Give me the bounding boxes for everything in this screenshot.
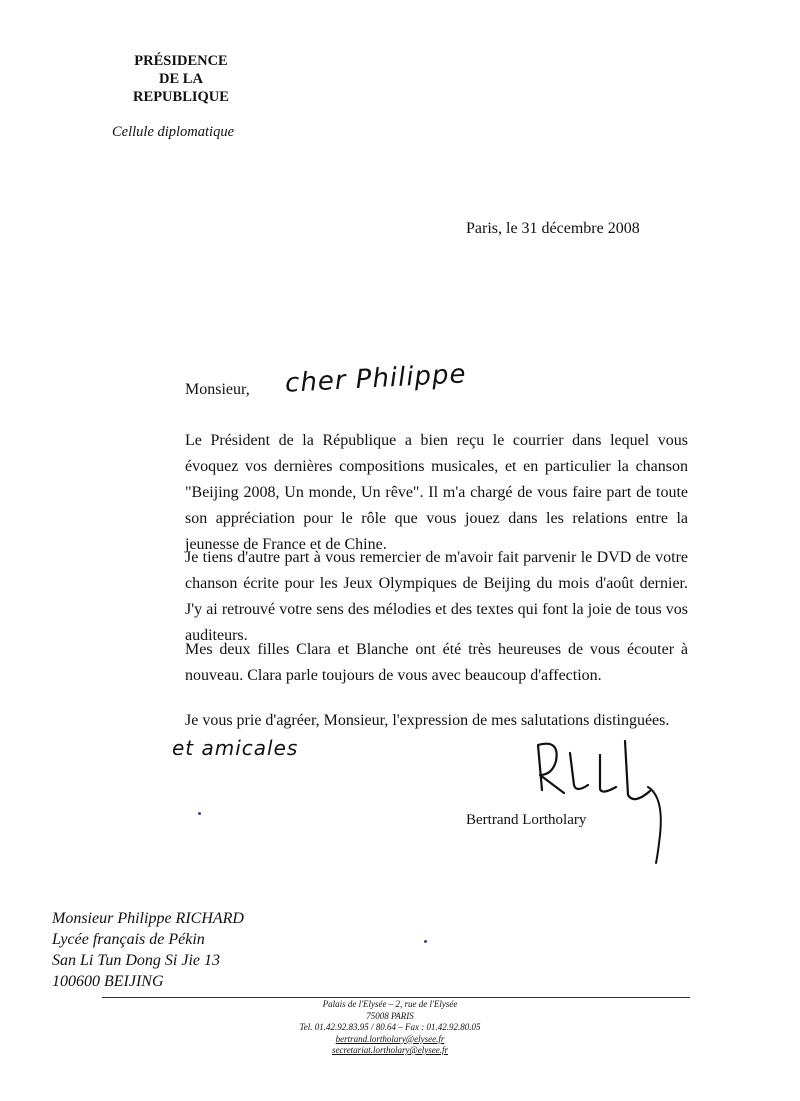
paragraph-3 — [185, 637, 688, 689]
recipient-address — [52, 908, 244, 992]
letterhead-line-3: REPUBLIQUE — [133, 89, 229, 105]
signer-name: Bertrand Lortholary — [466, 812, 587, 828]
paragraph-1 — [185, 428, 688, 558]
footer-phone: Tel. 01.42.92.83.95 / 80.64 – Fax : 01.42.92.80.05 — [299, 1022, 481, 1032]
scan-speck — [198, 812, 201, 815]
scan-speck — [424, 940, 427, 943]
footer — [180, 999, 600, 1057]
paragraph-4-text: Je vous prie d'agréer, Monsieur, l'expression de mes salutations distinguées. — [185, 712, 670, 729]
paragraph-4 — [185, 708, 688, 734]
letterhead-unit: Cellule diplomatique — [112, 124, 235, 140]
recipient-line-3: San Li Tun Dong Si Jie 13 — [52, 952, 221, 969]
letterhead — [108, 52, 254, 106]
salutation: Monsieur, — [185, 381, 250, 398]
letterhead-line-2: DE LA — [159, 71, 203, 87]
letterhead-line-1: PRÉSIDENCE — [134, 53, 228, 69]
handwritten-greeting: cher Philippe — [284, 359, 468, 399]
footer-divider — [102, 997, 690, 998]
footer-email-1[interactable]: bertrand.lortholary@elysee.fr — [335, 1033, 445, 1044]
paragraph-2 — [185, 545, 688, 649]
footer-email-2[interactable]: secretariat.lortholary@elysee.fr — [332, 1045, 448, 1055]
paragraph-3-text: Mes deux filles Clara et Blanche ont été très heureuses de vous écouter à nouveau. Clara parle toujours de vous avec beaucoup d'affection. — [185, 641, 688, 684]
footer-city: 75008 PARIS — [366, 1010, 414, 1021]
footer-address: Palais de l'Elysée – 2, rue de l'Elysée — [322, 999, 458, 1009]
letter-date: Paris, le 31 décembre 2008 — [466, 220, 640, 237]
paragraph-1-text: Le Président de la République a bien reçu le courrier dans lequel vous évoquez vos dernières compositions musicales, et en particulier la chanson "Beijing 2008, Un monde, Un rêve". Il m'a chargé de vous faire part de toute son appréciation pour le rôle que vous jouez dans les relations entre la jeunesse de France et de Chine. — [185, 432, 688, 553]
recipient-name: Monsieur Philippe RICHARD — [52, 910, 244, 927]
paragraph-2-text: Je tiens d'autre part à vous remercier de m'avoir fait parvenir le DVD de votre chanson écrite pour les Jeux Olympiques de Beijing du mois d'août dernier. J'y ai retrouvé votre sens des mélodies et des textes qui font la joie de tous vos auditeurs. — [185, 549, 688, 644]
handwritten-closing: et amicales — [172, 736, 299, 760]
recipient-line-2: Lycée français de Pékin — [52, 931, 205, 948]
signature-image — [530, 735, 680, 870]
recipient-line-4: 100600 BEIJING — [52, 973, 164, 990]
